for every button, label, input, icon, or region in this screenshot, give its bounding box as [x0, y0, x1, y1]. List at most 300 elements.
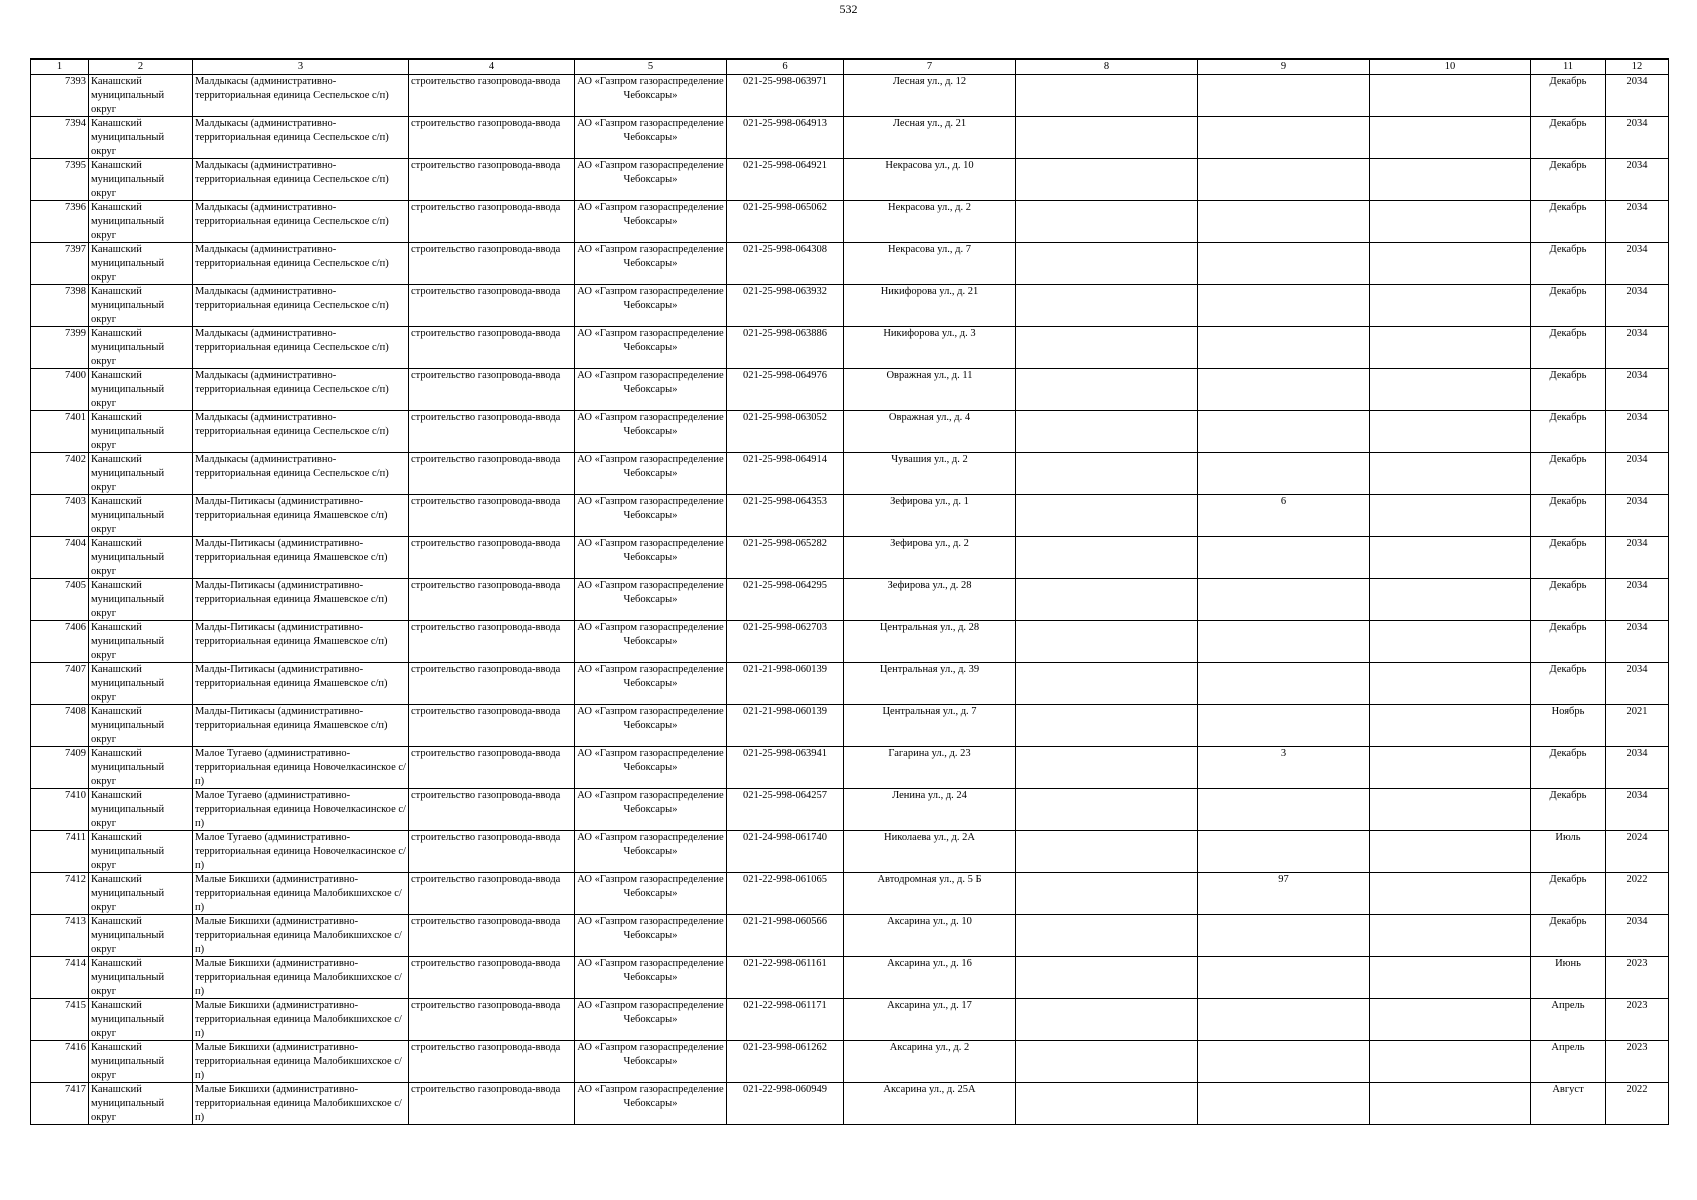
okrug-cell — [89, 537, 193, 579]
organization-cell — [575, 957, 727, 999]
object-code-cell — [727, 453, 844, 495]
table-row — [31, 75, 1669, 117]
work-type-cell-text: строительство газопровода-ввода — [411, 538, 561, 549]
okrug-cell — [89, 663, 193, 705]
row-number — [31, 705, 89, 747]
column-10-cell-text — [1372, 1041, 1528, 1082]
organization-cell — [575, 789, 727, 831]
month-cell-text: Декабрь — [1549, 664, 1587, 675]
year-cell-text: 2034 — [1626, 664, 1648, 675]
column-9-cell-text — [1200, 957, 1367, 998]
row-number — [31, 453, 89, 495]
organization-cell — [575, 537, 727, 579]
address-cell — [844, 705, 1016, 747]
year-cell — [1606, 285, 1669, 327]
column-9-cell-text: 97 — [1278, 874, 1289, 885]
address-cell — [844, 915, 1016, 957]
organization-cell-text: АО «Газпром газораспределение Чебоксары» — [577, 202, 724, 227]
locality-cell — [193, 999, 409, 1041]
year-cell — [1606, 789, 1669, 831]
object-code-cell-text: 021-21-998-060139 — [743, 706, 827, 717]
table-row — [31, 537, 1669, 579]
row-number — [31, 285, 89, 327]
column-10-cell — [1370, 663, 1531, 705]
year-cell-text: 2034 — [1626, 496, 1648, 507]
table-row — [31, 915, 1669, 957]
locality-cell-text: Малды-Питикасы (административно-территориальная единица Ямашевское с/п) — [195, 580, 388, 605]
year-cell — [1606, 159, 1669, 201]
locality-cell-text: Малды-Питикасы (административно-территориальная единица Ямашевское с/п) — [195, 664, 388, 689]
address-cell-text: Гагарина ул., д. 23 — [888, 748, 971, 759]
object-code-cell — [727, 957, 844, 999]
organization-cell — [575, 495, 727, 537]
object-code-cell — [727, 117, 844, 159]
work-type-cell — [409, 873, 575, 915]
table-row — [31, 999, 1669, 1041]
column-8-cell-text — [1018, 1041, 1195, 1082]
column-8-cell-text — [1018, 369, 1195, 410]
object-code-cell-text: 021-21-998-060566 — [743, 916, 827, 927]
column-9-cell-text — [1200, 327, 1367, 368]
column-8-cell — [1016, 495, 1198, 537]
organization-cell-text: АО «Газпром газораспределение Чебоксары» — [577, 76, 724, 101]
locality-cell-text: Малдыкасы (административно-территориальная единица Сеспельское с/п) — [195, 160, 389, 185]
okrug-cell-text: Канашский муниципальный округ — [91, 580, 165, 619]
column-9-cell-text — [1200, 159, 1367, 200]
address-cell-text: Центральная ул., д. 7 — [882, 706, 977, 717]
address-cell — [844, 957, 1016, 999]
column-10-cell-text — [1372, 453, 1528, 494]
organization-cell-text: АО «Газпром газораспределение Чебоксары» — [577, 832, 724, 857]
okrug-cell — [89, 243, 193, 285]
row-number-text: 7396 — [65, 202, 86, 213]
column-10-cell-text — [1372, 75, 1528, 116]
address-cell — [844, 201, 1016, 243]
column-8-cell-text — [1018, 957, 1195, 998]
work-type-cell-text: строительство газопровода-ввода — [411, 370, 561, 381]
row-number — [31, 747, 89, 789]
okrug-cell-text: Канашский муниципальный округ — [91, 958, 165, 997]
address-cell-text: Лесная ул., д. 12 — [892, 76, 967, 87]
organization-cell-text: АО «Газпром газораспределение Чебоксары» — [577, 958, 724, 983]
year-cell-text: 2022 — [1626, 874, 1648, 885]
month-cell — [1531, 537, 1606, 579]
year-cell — [1606, 999, 1669, 1041]
column-9-cell-text — [1200, 831, 1367, 872]
column-8-cell-text — [1018, 789, 1195, 830]
year-cell-text: 2034 — [1626, 118, 1648, 129]
year-cell — [1606, 369, 1669, 411]
month-cell-text: Декабрь — [1549, 454, 1587, 465]
column-10-cell-text — [1372, 537, 1528, 578]
row-number — [31, 873, 89, 915]
locality-cell — [193, 621, 409, 663]
locality-cell-text: Малдыкасы (административно-территориальная единица Сеспельское с/п) — [195, 76, 389, 101]
okrug-cell-text: Канашский муниципальный округ — [91, 748, 165, 787]
object-code-cell — [727, 327, 844, 369]
year-cell-text: 2034 — [1626, 580, 1648, 591]
column-8-cell — [1016, 831, 1198, 873]
row-number — [31, 915, 89, 957]
table-row — [31, 873, 1669, 915]
work-type-cell-text: строительство газопровода-ввода — [411, 202, 561, 213]
year-cell-text: 2034 — [1626, 370, 1648, 381]
organization-cell-text: АО «Газпром газораспределение Чебоксары» — [577, 496, 724, 521]
column-10-cell-text — [1372, 369, 1528, 410]
column-9-cell — [1198, 159, 1370, 201]
work-type-cell-text: строительство газопровода-ввода — [411, 496, 561, 507]
year-cell — [1606, 201, 1669, 243]
column-10-cell — [1370, 117, 1531, 159]
year-cell-text: 2034 — [1626, 790, 1648, 801]
organization-cell-text: АО «Газпром газораспределение Чебоксары» — [577, 1000, 724, 1025]
work-type-cell — [409, 327, 575, 369]
organization-cell-text: АО «Газпром газораспределение Чебоксары» — [577, 370, 724, 395]
work-type-cell-text: строительство газопровода-ввода — [411, 832, 561, 843]
table-row — [31, 243, 1669, 285]
organization-cell — [575, 327, 727, 369]
work-type-cell-text: строительство газопровода-ввода — [411, 790, 561, 801]
column-8-cell — [1016, 621, 1198, 663]
okrug-cell — [89, 159, 193, 201]
table-row — [31, 285, 1669, 327]
year-cell — [1606, 117, 1669, 159]
organization-cell — [575, 621, 727, 663]
row-number — [31, 369, 89, 411]
column-8-cell-text — [1018, 411, 1195, 452]
row-number — [31, 621, 89, 663]
year-cell-text: 2034 — [1626, 454, 1648, 465]
locality-cell-text: Малды-Питикасы (административно-территориальная единица Ямашевское с/п) — [195, 496, 388, 521]
work-type-cell — [409, 831, 575, 873]
work-type-cell-text: строительство газопровода-ввода — [411, 244, 561, 255]
address-cell — [844, 1041, 1016, 1083]
address-cell-text: Аксарина ул., д. 17 — [887, 1000, 972, 1011]
object-code-cell — [727, 1083, 844, 1125]
okrug-cell-text: Канашский муниципальный округ — [91, 202, 165, 241]
month-cell-text: Декабрь — [1549, 328, 1587, 339]
table-row — [31, 495, 1669, 537]
object-code-cell — [727, 285, 844, 327]
month-cell — [1531, 243, 1606, 285]
organization-cell — [575, 915, 727, 957]
year-cell — [1606, 579, 1669, 621]
year-cell — [1606, 705, 1669, 747]
month-cell — [1531, 327, 1606, 369]
object-code-cell — [727, 999, 844, 1041]
column-8-cell-text — [1018, 999, 1195, 1040]
okrug-cell — [89, 621, 193, 663]
okrug-cell — [89, 957, 193, 999]
organization-cell-text: АО «Газпром газораспределение Чебоксары» — [577, 412, 724, 437]
work-type-cell — [409, 915, 575, 957]
month-cell — [1531, 159, 1606, 201]
year-cell-text: 2034 — [1626, 244, 1648, 255]
year-cell — [1606, 453, 1669, 495]
column-9-cell — [1198, 117, 1370, 159]
column-10-cell — [1370, 705, 1531, 747]
column-8-cell — [1016, 873, 1198, 915]
address-cell-text: Аксарина ул., д. 10 — [887, 916, 972, 927]
column-9-cell-text — [1200, 1083, 1367, 1124]
object-code-cell — [727, 579, 844, 621]
okrug-cell-text: Канашский муниципальный округ — [91, 832, 165, 871]
column-9-cell — [1198, 957, 1370, 999]
month-cell-text: Декабрь — [1549, 580, 1587, 591]
column-header: 12 — [1606, 59, 1669, 75]
row-number-text: 7393 — [65, 76, 86, 87]
work-type-cell — [409, 579, 575, 621]
column-10-cell-text — [1372, 117, 1528, 158]
organization-cell-text: АО «Газпром газораспределение Чебоксары» — [577, 286, 724, 311]
address-cell-text: Аксарина ул., д. 2 — [889, 1042, 970, 1053]
month-cell-text: Ноябрь — [1551, 706, 1585, 717]
okrug-cell — [89, 75, 193, 117]
address-cell — [844, 789, 1016, 831]
column-9-cell — [1198, 999, 1370, 1041]
object-code-cell-text: 021-23-998-061262 — [743, 1042, 827, 1053]
locality-cell — [193, 873, 409, 915]
column-8-cell-text — [1018, 453, 1195, 494]
object-code-cell — [727, 159, 844, 201]
table-row — [31, 831, 1669, 873]
row-number — [31, 579, 89, 621]
work-type-cell-text: строительство газопровода-ввода — [411, 160, 561, 171]
address-cell-text: Некрасова ул., д. 10 — [885, 160, 974, 171]
column-9-cell-text — [1200, 663, 1367, 704]
work-type-cell — [409, 201, 575, 243]
column-9-cell — [1198, 285, 1370, 327]
column-8-cell — [1016, 1041, 1198, 1083]
year-cell-text: 2021 — [1626, 706, 1648, 717]
okrug-cell — [89, 789, 193, 831]
month-cell-text: Декабрь — [1549, 118, 1587, 129]
month-cell-text: Декабрь — [1549, 916, 1587, 927]
okrug-cell — [89, 1041, 193, 1083]
year-cell — [1606, 1041, 1669, 1083]
column-header: 10 — [1370, 59, 1531, 75]
locality-cell — [193, 915, 409, 957]
okrug-cell-text: Канашский муниципальный округ — [91, 706, 165, 745]
okrug-cell-text: Канашский муниципальный округ — [91, 412, 165, 451]
column-9-cell — [1198, 201, 1370, 243]
month-cell — [1531, 1041, 1606, 1083]
year-cell-text: 2034 — [1626, 916, 1648, 927]
column-9-cell — [1198, 705, 1370, 747]
column-8-cell — [1016, 537, 1198, 579]
row-number — [31, 1083, 89, 1125]
month-cell-text: Декабрь — [1549, 370, 1587, 381]
okrug-cell — [89, 201, 193, 243]
object-code-cell-text: 021-25-998-065282 — [743, 538, 827, 549]
okrug-cell — [89, 915, 193, 957]
organization-cell-text: АО «Газпром газораспределение Чебоксары» — [577, 1042, 724, 1067]
row-number — [31, 1041, 89, 1083]
column-8-cell-text — [1018, 117, 1195, 158]
organization-cell — [575, 411, 727, 453]
object-code-cell-text: 021-25-998-064353 — [743, 496, 827, 507]
column-9-cell-text — [1200, 117, 1367, 158]
work-type-cell-text: строительство газопровода-ввода — [411, 328, 561, 339]
month-cell — [1531, 201, 1606, 243]
locality-cell-text: Малые Бикшихи (административно-территориальная единица Малобикшихское с/п) — [195, 1042, 402, 1081]
address-cell — [844, 999, 1016, 1041]
locality-cell — [193, 789, 409, 831]
work-type-cell-text: строительство газопровода-ввода — [411, 622, 561, 633]
object-code-cell — [727, 747, 844, 789]
object-code-cell-text: 021-25-998-063886 — [743, 328, 827, 339]
month-cell-text: Декабрь — [1549, 160, 1587, 171]
work-type-cell-text: строительство газопровода-ввода — [411, 118, 561, 129]
month-cell — [1531, 747, 1606, 789]
work-type-cell-text: строительство газопровода-ввода — [411, 748, 561, 759]
header-row — [31, 59, 1669, 75]
column-10-cell — [1370, 915, 1531, 957]
month-cell — [1531, 957, 1606, 999]
organization-cell — [575, 705, 727, 747]
year-cell-text: 2034 — [1626, 328, 1648, 339]
column-8-cell-text — [1018, 579, 1195, 620]
locality-cell-text: Малдыкасы (административно-территориальная единица Сеспельское с/п) — [195, 370, 389, 395]
object-code-cell — [727, 243, 844, 285]
month-cell-text: Июнь — [1555, 958, 1581, 969]
locality-cell — [193, 747, 409, 789]
okrug-cell-text: Канашский муниципальный округ — [91, 160, 165, 199]
locality-cell-text: Малдыкасы (административно-территориальная единица Сеспельское с/п) — [195, 328, 389, 353]
object-code-cell — [727, 831, 844, 873]
object-code-cell-text: 021-22-998-061171 — [743, 1000, 827, 1011]
address-cell — [844, 747, 1016, 789]
column-9-cell-text: 6 — [1280, 496, 1287, 507]
column-10-cell — [1370, 579, 1531, 621]
row-number-text: 7412 — [65, 874, 86, 885]
column-9-cell — [1198, 327, 1370, 369]
work-type-cell — [409, 369, 575, 411]
column-10-cell — [1370, 537, 1531, 579]
column-9-cell — [1198, 75, 1370, 117]
year-cell-text: 2034 — [1626, 412, 1648, 423]
row-number — [31, 117, 89, 159]
table-row — [31, 201, 1669, 243]
column-10-cell — [1370, 327, 1531, 369]
column-9-cell — [1198, 663, 1370, 705]
locality-cell-text: Малдыкасы (административно-территориальная единица Сеспельское с/п) — [195, 244, 389, 269]
column-10-cell-text — [1372, 789, 1528, 830]
column-8-cell — [1016, 159, 1198, 201]
column-10-cell-text — [1372, 1083, 1528, 1124]
work-type-cell-text: строительство газопровода-ввода — [411, 412, 561, 423]
column-10-cell-text — [1372, 957, 1528, 998]
column-10-cell-text — [1372, 831, 1528, 872]
okrug-cell-text: Канашский муниципальный округ — [91, 790, 165, 829]
locality-cell — [193, 1083, 409, 1125]
okrug-cell-text: Канашский муниципальный округ — [91, 664, 165, 703]
month-cell-text: Апрель — [1551, 1042, 1585, 1053]
work-type-cell — [409, 1083, 575, 1125]
object-code-cell — [727, 75, 844, 117]
locality-cell-text: Малдыкасы (административно-территориальная единица Сеспельское с/п) — [195, 412, 389, 437]
column-10-cell — [1370, 285, 1531, 327]
column-9-cell — [1198, 453, 1370, 495]
okrug-cell-text: Канашский муниципальный округ — [91, 622, 165, 661]
okrug-cell-text: Канашский муниципальный округ — [91, 496, 165, 535]
address-cell-text: Аксарина ул., д. 25А — [883, 1084, 976, 1095]
column-9-cell — [1198, 1041, 1370, 1083]
address-cell — [844, 75, 1016, 117]
organization-cell-text: АО «Газпром газораспределение Чебоксары» — [577, 328, 724, 353]
work-type-cell — [409, 453, 575, 495]
column-10-cell-text — [1372, 621, 1528, 662]
work-type-cell — [409, 747, 575, 789]
table-row — [31, 453, 1669, 495]
column-9-cell-text: 3 — [1280, 748, 1287, 759]
address-cell — [844, 621, 1016, 663]
column-10-cell — [1370, 999, 1531, 1041]
okrug-cell — [89, 831, 193, 873]
row-number — [31, 957, 89, 999]
month-cell — [1531, 831, 1606, 873]
row-number — [31, 495, 89, 537]
locality-cell — [193, 75, 409, 117]
address-cell — [844, 663, 1016, 705]
year-cell-text: 2022 — [1626, 1084, 1648, 1095]
column-10-cell — [1370, 75, 1531, 117]
locality-cell — [193, 411, 409, 453]
column-9-cell-text — [1200, 1041, 1367, 1082]
row-number-text: 7408 — [65, 706, 86, 717]
object-code-cell — [727, 369, 844, 411]
okrug-cell-text: Канашский муниципальный округ — [91, 1000, 165, 1039]
column-8-cell-text — [1018, 243, 1195, 284]
organization-cell — [575, 1083, 727, 1125]
column-9-cell — [1198, 369, 1370, 411]
locality-cell — [193, 663, 409, 705]
object-code-cell-text: 021-25-998-062703 — [743, 622, 827, 633]
locality-cell-text: Малды-Питикасы (административно-территориальная единица Ямашевское с/п) — [195, 538, 388, 563]
address-cell — [844, 411, 1016, 453]
organization-cell — [575, 453, 727, 495]
work-type-cell-text: строительство газопровода-ввода — [411, 916, 561, 927]
column-8-cell — [1016, 705, 1198, 747]
column-10-cell — [1370, 1083, 1531, 1125]
year-cell — [1606, 537, 1669, 579]
month-cell-text: Декабрь — [1549, 76, 1587, 87]
column-header: 9 — [1198, 59, 1370, 75]
address-cell-text: Лесная ул., д. 21 — [892, 118, 967, 129]
object-code-cell-text: 021-25-998-064913 — [743, 118, 827, 129]
column-header: 1 — [31, 59, 89, 75]
column-8-cell — [1016, 75, 1198, 117]
column-9-cell — [1198, 915, 1370, 957]
column-8-cell-text — [1018, 75, 1195, 116]
column-10-cell — [1370, 159, 1531, 201]
month-cell-text: Декабрь — [1549, 202, 1587, 213]
column-9-cell-text — [1200, 621, 1367, 662]
work-type-cell — [409, 75, 575, 117]
work-type-cell-text: строительство газопровода-ввода — [411, 1000, 561, 1011]
column-10-cell — [1370, 789, 1531, 831]
column-8-cell — [1016, 327, 1198, 369]
object-code-cell — [727, 789, 844, 831]
year-cell — [1606, 831, 1669, 873]
column-10-cell-text — [1372, 663, 1528, 704]
year-cell-text: 2034 — [1626, 76, 1648, 87]
column-10-cell — [1370, 1041, 1531, 1083]
object-code-cell — [727, 663, 844, 705]
locality-cell — [193, 327, 409, 369]
object-code-cell-text: 021-25-998-063052 — [743, 412, 827, 423]
column-8-cell — [1016, 999, 1198, 1041]
